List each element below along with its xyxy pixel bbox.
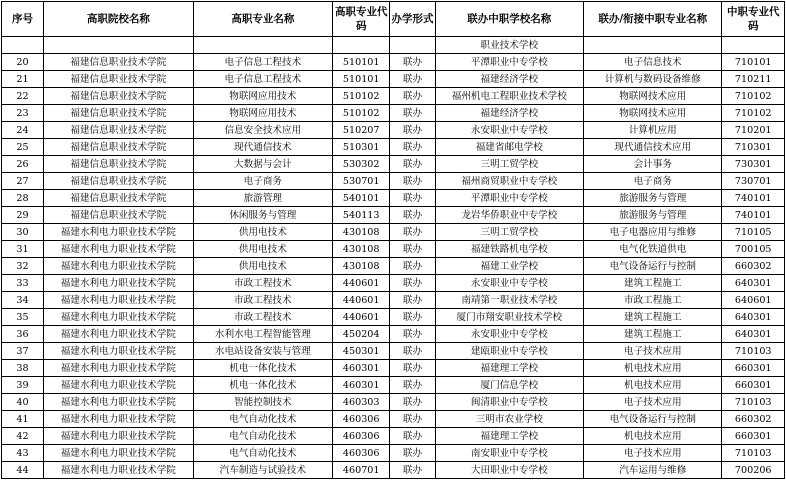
secondary-major-cell: 电子信息技术 (584, 54, 722, 71)
secondary-major-cell: 物联网技术应用 (584, 88, 722, 105)
header-secondary-code: 中职专业代码 (722, 2, 785, 37)
college-name-cell: 福建信息职业技术学院 (44, 88, 194, 105)
secondary-code-cell: 710101 (722, 54, 785, 71)
partner-school-cell: 三明市农业学校 (435, 411, 584, 428)
college-name-cell: 福建水利电力职业技术学院 (44, 428, 194, 445)
partner-school-cell: 厦门信息学校 (435, 377, 584, 394)
cell (2, 37, 44, 54)
partner-school-cell: 平潭职业中专学校 (435, 190, 584, 207)
secondary-major-cell: 计算机应用 (584, 122, 722, 139)
secondary-major-cell: 建筑工程施工 (584, 309, 722, 326)
major-code-cell: 510101 (333, 71, 390, 88)
mode-cell: 联办 (390, 224, 435, 241)
row-index-cell: 37 (2, 343, 44, 360)
cell (44, 37, 194, 54)
secondary-major-cell: 现代通信技术应用 (584, 139, 722, 156)
row-index-cell: 43 (2, 445, 44, 462)
table-row (2, 224, 785, 241)
major-name-cell: 物联网应用技术 (193, 88, 332, 105)
table-row (2, 258, 785, 275)
major-name-cell: 汽车制造与试验技术 (193, 462, 332, 479)
major-code-cell: 430108 (333, 224, 390, 241)
secondary-code-cell: 640301 (722, 309, 785, 326)
college-name-cell: 福建水利电力职业技术学院 (44, 258, 194, 275)
secondary-code-cell: 700105 (722, 241, 785, 258)
major-code-cell: 440601 (333, 309, 390, 326)
table-row (2, 275, 785, 292)
secondary-code-cell: 730701 (722, 173, 785, 190)
secondary-major-cell: 计算机与数码设备维修 (584, 71, 722, 88)
college-name-cell: 福建水利电力职业技术学院 (44, 377, 194, 394)
header-major-code: 高职专业代码 (333, 2, 390, 37)
secondary-major-cell: 电气化铁道供电 (584, 241, 722, 258)
major-code-cell: 460303 (333, 394, 390, 411)
row-index-cell: 26 (2, 156, 44, 173)
mode-cell: 联办 (390, 462, 435, 479)
major-code-cell: 440601 (333, 275, 390, 292)
mode-cell: 联办 (390, 88, 435, 105)
secondary-code-cell: 740101 (722, 190, 785, 207)
major-code-cell: 530701 (333, 173, 390, 190)
major-name-cell: 物联网应用技术 (193, 105, 332, 122)
header-secondary-major: 联办/衔接中职专业名称 (584, 2, 722, 37)
mode-cell: 联办 (390, 275, 435, 292)
mode-cell: 联办 (390, 411, 435, 428)
secondary-major-cell: 建筑工程施工 (584, 326, 722, 343)
table-row (2, 173, 785, 190)
major-code-cell: 430108 (333, 241, 390, 258)
secondary-code-cell: 710103 (722, 394, 785, 411)
secondary-code-cell: 660301 (722, 377, 785, 394)
table-body (2, 37, 785, 479)
college-name-cell: 福建水利电力职业技术学院 (44, 411, 194, 428)
header-index: 序号 (2, 2, 44, 37)
secondary-code-cell: 660301 (722, 428, 785, 445)
partner-school-cell: 福州商贸职业中专学校 (435, 173, 584, 190)
mode-cell: 联办 (390, 309, 435, 326)
partner-school-cell: 三明工贸学校 (435, 224, 584, 241)
secondary-major-cell: 旅游服务与管理 (584, 190, 722, 207)
college-name-cell: 福建水利电力职业技术学院 (44, 326, 194, 343)
secondary-major-cell: 电气设备运行与控制 (584, 411, 722, 428)
mode-cell: 联办 (390, 207, 435, 224)
secondary-code-cell: 710301 (722, 139, 785, 156)
mode-cell: 联办 (390, 377, 435, 394)
table-row (2, 292, 785, 309)
row-index-cell: 39 (2, 377, 44, 394)
row-index-cell: 28 (2, 190, 44, 207)
secondary-code-cell: 710211 (722, 71, 785, 88)
major-name-cell: 智能控制技术 (193, 394, 332, 411)
secondary-major-cell: 电子电器应用与维修 (584, 224, 722, 241)
major-code-cell: 510207 (333, 122, 390, 139)
major-name-cell: 电气自动化技术 (193, 428, 332, 445)
partner-school-cell: 福建省邮电学校 (435, 139, 584, 156)
table-row (2, 88, 785, 105)
major-name-cell: 电子信息工程技术 (193, 54, 332, 71)
secondary-major-cell: 电子技术应用 (584, 343, 722, 360)
secondary-code-cell: 700206 (722, 462, 785, 479)
row-index-cell: 34 (2, 292, 44, 309)
partner-school-cell: 福建经济学校 (435, 105, 584, 122)
header-major-name: 高职专业名称 (193, 2, 332, 37)
row-index-cell: 38 (2, 360, 44, 377)
secondary-major-cell: 会计事务 (584, 156, 722, 173)
major-name-cell: 水利水电工程智能管理 (193, 326, 332, 343)
college-name-cell: 福建水利电力职业技术学院 (44, 275, 194, 292)
major-name-cell: 电子信息工程技术 (193, 71, 332, 88)
major-code-cell: 450301 (333, 343, 390, 360)
secondary-code-cell: 640601 (722, 292, 785, 309)
row-index-cell: 23 (2, 105, 44, 122)
major-code-cell: 430108 (333, 258, 390, 275)
college-name-cell: 福建水利电力职业技术学院 (44, 343, 194, 360)
table-row (2, 411, 785, 428)
major-code-cell: 440601 (333, 292, 390, 309)
college-name-cell: 福建水利电力职业技术学院 (44, 309, 194, 326)
partner-school-cell: 三明工贸学校 (435, 156, 584, 173)
mode-cell: 联办 (390, 122, 435, 139)
major-code-cell: 510301 (333, 139, 390, 156)
major-name-cell: 休闲服务与管理 (193, 207, 332, 224)
row-index-cell: 29 (2, 207, 44, 224)
partner-school-cell: 福建理工学校 (435, 360, 584, 377)
college-name-cell: 福建信息职业技术学院 (44, 173, 194, 190)
major-name-cell: 供用电技术 (193, 241, 332, 258)
cell (193, 37, 332, 54)
row-index-cell: 42 (2, 428, 44, 445)
row-index-cell: 31 (2, 241, 44, 258)
table-row (2, 462, 785, 479)
secondary-code-cell: 710103 (722, 445, 785, 462)
college-name-cell: 福建水利电力职业技术学院 (44, 394, 194, 411)
row-index-cell: 21 (2, 71, 44, 88)
secondary-code-cell: 660302 (722, 411, 785, 428)
mode-cell: 联办 (390, 241, 435, 258)
college-name-cell: 福建水利电力职业技术学院 (44, 224, 194, 241)
mode-cell: 联办 (390, 445, 435, 462)
row-index-cell: 33 (2, 275, 44, 292)
row-index-cell: 20 (2, 54, 44, 71)
cell (722, 37, 785, 54)
major-name-cell: 机电一体化技术 (193, 377, 332, 394)
mode-cell: 联办 (390, 54, 435, 71)
partner-school-cell: 福州机电工程职业技术学校 (435, 88, 584, 105)
major-code-cell: 510102 (333, 88, 390, 105)
secondary-code-cell: 730301 (722, 156, 785, 173)
table-row (2, 343, 785, 360)
cell (333, 37, 390, 54)
major-name-cell: 大数据与会计 (193, 156, 332, 173)
major-name-cell: 现代通信技术 (193, 139, 332, 156)
partner-school-cell: 福建工业学校 (435, 258, 584, 275)
mode-cell: 联办 (390, 173, 435, 190)
major-name-cell: 供用电技术 (193, 224, 332, 241)
college-name-cell: 福建水利电力职业技术学院 (44, 292, 194, 309)
table-row (2, 445, 785, 462)
college-name-cell: 福建信息职业技术学院 (44, 54, 194, 71)
secondary-code-cell: 640301 (722, 326, 785, 343)
row-index-cell: 22 (2, 88, 44, 105)
partner-school-cell: 福建经济学校 (435, 71, 584, 88)
major-code-cell: 460306 (333, 411, 390, 428)
row-index-cell: 24 (2, 122, 44, 139)
table-row (2, 105, 785, 122)
row-index-cell: 32 (2, 258, 44, 275)
cell (390, 37, 435, 54)
major-name-cell: 机电一体化技术 (193, 360, 332, 377)
partner-school-cell: 南靖第一职业技术学校 (435, 292, 584, 309)
major-code-cell: 530302 (333, 156, 390, 173)
row-index-cell: 25 (2, 139, 44, 156)
college-name-cell: 福建信息职业技术学院 (44, 139, 194, 156)
college-name-cell: 福建水利电力职业技术学院 (44, 360, 194, 377)
table-row (2, 360, 785, 377)
college-name-cell: 福建信息职业技术学院 (44, 71, 194, 88)
partner-school-cell: 闽清职业中专学校 (435, 394, 584, 411)
college-name-cell: 福建信息职业技术学院 (44, 122, 194, 139)
major-name-cell: 市政工程技术 (193, 292, 332, 309)
partner-school-cell: 福建理工学校 (435, 428, 584, 445)
major-code-cell: 460306 (333, 445, 390, 462)
major-code-cell: 540101 (333, 190, 390, 207)
program-table (1, 1, 785, 479)
secondary-major-cell: 物联网技术应用 (584, 105, 722, 122)
header-mode: 办学形式 (390, 2, 435, 37)
mode-cell: 联办 (390, 292, 435, 309)
partner-school-cell: 大田职业中专学校 (435, 462, 584, 479)
mode-cell: 联办 (390, 360, 435, 377)
major-name-cell: 旅游管理 (193, 190, 332, 207)
table-row (2, 377, 785, 394)
partner-school-cell: 建瓯职业中专学校 (435, 343, 584, 360)
mode-cell: 联办 (390, 394, 435, 411)
header-row (2, 2, 785, 37)
mode-cell: 联办 (390, 190, 435, 207)
partner-school-cell: 平潭职业中专学校 (435, 54, 584, 71)
mode-cell: 联办 (390, 156, 435, 173)
major-code-cell: 460301 (333, 360, 390, 377)
row-index-cell: 30 (2, 224, 44, 241)
partner-school-cell: 福建铁路机电学校 (435, 241, 584, 258)
college-name-cell: 福建信息职业技术学院 (44, 156, 194, 173)
mode-cell: 联办 (390, 139, 435, 156)
cell: 职业技术学校 (435, 37, 584, 54)
college-name-cell: 福建信息职业技术学院 (44, 105, 194, 122)
secondary-major-cell: 旅游服务与管理 (584, 207, 722, 224)
table-row (2, 139, 785, 156)
table-row (2, 54, 785, 71)
secondary-code-cell: 710102 (722, 88, 785, 105)
secondary-major-cell: 电子技术应用 (584, 445, 722, 462)
secondary-code-cell: 710201 (722, 122, 785, 139)
major-code-cell: 510101 (333, 54, 390, 71)
major-name-cell: 电子商务 (193, 173, 332, 190)
table-row (2, 394, 785, 411)
college-name-cell: 福建水利电力职业技术学院 (44, 462, 194, 479)
partner-school-cell: 永安职业中专学校 (435, 275, 584, 292)
partner-school-cell: 永安职业中专学校 (435, 122, 584, 139)
row-index-cell: 36 (2, 326, 44, 343)
table-row (2, 326, 785, 343)
college-name-cell: 福建水利电力职业技术学院 (44, 241, 194, 258)
table-row (2, 241, 785, 258)
secondary-major-cell: 机电技术应用 (584, 377, 722, 394)
major-name-cell: 水电站设备安装与管理 (193, 343, 332, 360)
college-name-cell: 福建信息职业技术学院 (44, 190, 194, 207)
major-name-cell: 信息安全技术应用 (193, 122, 332, 139)
secondary-major-cell: 机电技术应用 (584, 428, 722, 445)
college-name-cell: 福建信息职业技术学院 (44, 207, 194, 224)
table-row (2, 71, 785, 88)
mode-cell: 联办 (390, 428, 435, 445)
table-row (2, 428, 785, 445)
major-code-cell: 540113 (333, 207, 390, 224)
table-row (2, 309, 785, 326)
row-index-cell: 27 (2, 173, 44, 190)
secondary-code-cell: 710105 (722, 224, 785, 241)
mode-cell: 联办 (390, 258, 435, 275)
row-index-cell: 35 (2, 309, 44, 326)
secondary-code-cell: 710103 (722, 343, 785, 360)
major-code-cell: 510102 (333, 105, 390, 122)
mode-cell: 联办 (390, 343, 435, 360)
major-code-cell: 460301 (333, 377, 390, 394)
table-row (2, 207, 785, 224)
major-name-cell: 市政工程技术 (193, 309, 332, 326)
major-code-cell: 460701 (333, 462, 390, 479)
table-row (2, 156, 785, 173)
major-name-cell: 电气自动化技术 (193, 445, 332, 462)
major-code-cell: 450204 (333, 326, 390, 343)
table-row (2, 122, 785, 139)
row-index-cell: 41 (2, 411, 44, 428)
secondary-code-cell: 640301 (722, 275, 785, 292)
partner-school-cell: 永安职业中专学校 (435, 326, 584, 343)
cell (584, 37, 722, 54)
secondary-code-cell: 660301 (722, 360, 785, 377)
secondary-code-cell: 710102 (722, 105, 785, 122)
secondary-major-cell: 机电技术应用 (584, 360, 722, 377)
mode-cell: 联办 (390, 105, 435, 122)
partner-school-cell: 厦门市翔安职业技术学校 (435, 309, 584, 326)
table-row (2, 190, 785, 207)
major-name-cell: 供用电技术 (193, 258, 332, 275)
table-row-partial (2, 37, 785, 54)
college-name-cell: 福建水利电力职业技术学院 (44, 445, 194, 462)
major-name-cell: 市政工程技术 (193, 275, 332, 292)
mode-cell: 联办 (390, 326, 435, 343)
row-index-cell: 44 (2, 462, 44, 479)
secondary-major-cell: 电子技术应用 (584, 394, 722, 411)
partner-school-cell: 南安职业中专学校 (435, 445, 584, 462)
secondary-major-cell: 电子商务 (584, 173, 722, 190)
major-name-cell: 电气自动化技术 (193, 411, 332, 428)
secondary-major-cell: 电气设备运行与控制 (584, 258, 722, 275)
secondary-major-cell: 市政工程施工 (584, 292, 722, 309)
header-college-name: 高职院校名称 (44, 2, 194, 37)
secondary-code-cell: 740101 (722, 207, 785, 224)
mode-cell: 联办 (390, 71, 435, 88)
row-index-cell: 40 (2, 394, 44, 411)
secondary-major-cell: 建筑工程施工 (584, 275, 722, 292)
header-partner-school: 联办中职学校名称 (435, 2, 584, 37)
secondary-code-cell: 660302 (722, 258, 785, 275)
secondary-major-cell: 汽车运用与维修 (584, 462, 722, 479)
partner-school-cell: 龙岩华侨职业中专学校 (435, 207, 584, 224)
major-code-cell: 460306 (333, 428, 390, 445)
